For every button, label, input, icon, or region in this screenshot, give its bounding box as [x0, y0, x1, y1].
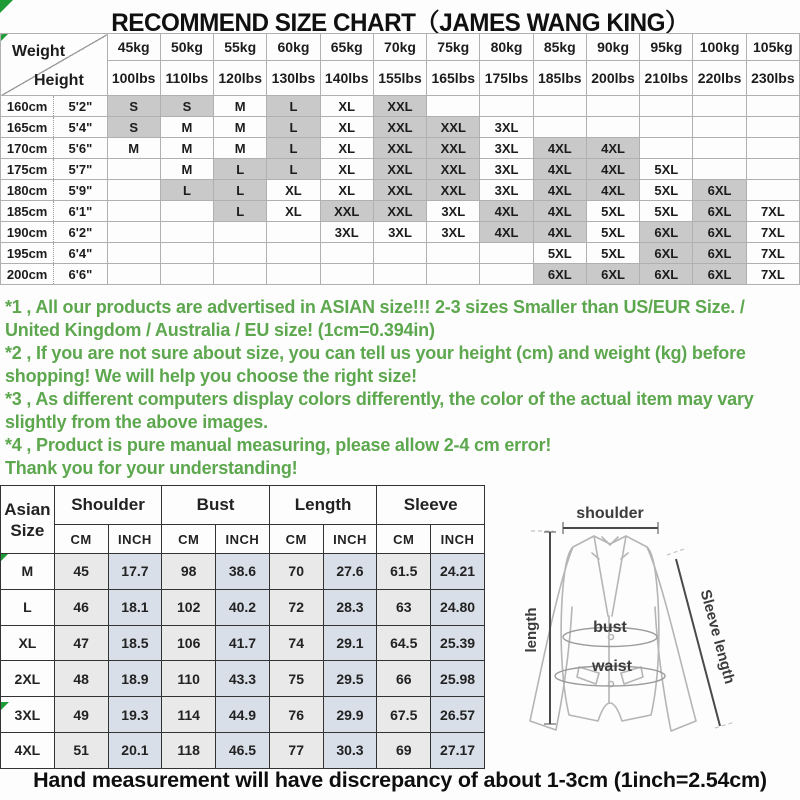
height-weight-size-matrix: [0, 33, 800, 285]
value-cm-cell: 69: [377, 732, 431, 768]
value-cm-cell: 110: [162, 661, 216, 697]
height-cm-cell: 200cm: [1, 264, 54, 285]
asian-size-corner-cell: [1, 486, 55, 554]
corner-weight-label: Weight: [12, 43, 66, 60]
weight-kg-header: 50kg: [160, 34, 213, 61]
value-cm-cell: 98: [162, 554, 216, 590]
measure-row: [1, 554, 485, 590]
unit-header: CM: [269, 525, 323, 554]
size-cell: [586, 96, 639, 117]
size-cell: L: [267, 96, 320, 117]
weight-kg-header: 85kg: [533, 34, 586, 61]
value-inch-cell: 29.5: [323, 661, 377, 697]
weight-lbs-header: 200lbs: [586, 61, 639, 96]
size-cell: L: [214, 159, 267, 180]
matrix-row: [1, 117, 800, 138]
size-cell: [693, 96, 746, 117]
size-cell: XXL: [373, 96, 426, 117]
footer-disclaimer: Hand measurement will have discrepancy of about 1-3cm (1inch=2.54cm): [33, 768, 767, 792]
size-cell: [373, 264, 426, 285]
size-cell: L: [267, 159, 320, 180]
weight-lbs-header: 100lbs: [107, 61, 160, 96]
weight-kg-header: 75kg: [427, 34, 480, 61]
weight-kg-header: 65kg: [320, 34, 373, 61]
weight-kg-header: 95kg: [640, 34, 693, 61]
note-line: *3 , As different computers display colors differently, the color of the actual item may vary slightly from the above images.: [5, 389, 754, 432]
value-inch-cell: 19.3: [108, 697, 162, 733]
value-inch-cell: 27.6: [323, 554, 377, 590]
weight-lbs-header: 165lbs: [427, 61, 480, 96]
value-cm-cell: 72: [269, 589, 323, 625]
measure-size-cell: 2XL: [1, 661, 55, 697]
size-cell: L: [160, 180, 213, 201]
size-cell: 7XL: [746, 222, 799, 243]
weight-kg-header: 105kg: [746, 34, 799, 61]
size-cell: [107, 243, 160, 264]
size-cell: M: [160, 117, 213, 138]
value-cm-cell: 77: [269, 732, 323, 768]
measure-row: [1, 732, 485, 768]
page-title: RECOMMEND SIZE CHART（JAMES WANG KING）: [111, 9, 689, 37]
size-cell: L: [267, 117, 320, 138]
height-ft-cell: 5'6": [54, 138, 107, 159]
size-cell: XL: [320, 138, 373, 159]
size-cell: [267, 264, 320, 285]
size-cell: [746, 138, 799, 159]
weight-height-corner-cell: [1, 34, 108, 96]
size-cell: [373, 243, 426, 264]
note-line: *1 , All our products are advertised in ASIAN size!!! 2-3 sizes Smaller than US/EUR Size. / United Kingdom / Australia / EU size! (1cm=0.394in): [5, 297, 745, 340]
weight-lbs-header: 175lbs: [480, 61, 533, 96]
value-cm-cell: 51: [54, 732, 108, 768]
size-cell: 4XL: [533, 159, 586, 180]
value-cm-cell: 47: [54, 625, 108, 661]
weight-lbs-header: 140lbs: [320, 61, 373, 96]
size-cell: [427, 96, 480, 117]
size-cell: 3XL: [480, 138, 533, 159]
size-cell: S: [107, 96, 160, 117]
size-cell: M: [214, 117, 267, 138]
size-cell: [746, 117, 799, 138]
value-inch-cell: 26.57: [431, 697, 485, 733]
size-cell: [480, 96, 533, 117]
value-cm-cell: 118: [162, 732, 216, 768]
measure-size-cell: 4XL: [1, 732, 55, 768]
size-cell: 6XL: [693, 222, 746, 243]
value-inch-cell: 25.98: [431, 661, 485, 697]
size-cell: S: [160, 96, 213, 117]
size-cell: 3XL: [480, 180, 533, 201]
size-cell: [107, 180, 160, 201]
height-ft-cell: 6'1": [54, 201, 107, 222]
height-cm-cell: 165cm: [1, 117, 54, 138]
size-cell: XXL: [427, 180, 480, 201]
corner-height-label: Height: [34, 72, 84, 89]
size-cell: [693, 117, 746, 138]
size-cell: [427, 264, 480, 285]
size-cell: 6XL: [586, 264, 639, 285]
matrix-kg-row: [1, 34, 800, 61]
asian-size-line2: Size: [10, 520, 45, 540]
size-cell: [107, 159, 160, 180]
weight-lbs-header: 155lbs: [373, 61, 426, 96]
height-ft-cell: 6'2": [54, 222, 107, 243]
asian-size-measurement-table: [0, 485, 485, 769]
seller-notes: [5, 296, 797, 480]
measure-group-row: [1, 486, 485, 525]
value-inch-cell: 18.9: [108, 661, 162, 697]
unit-header: INCH: [108, 525, 162, 554]
height-ft-cell: 5'4": [54, 117, 107, 138]
value-inch-cell: 28.3: [323, 589, 377, 625]
height-ft-cell: 5'2": [54, 96, 107, 117]
measure-subheader-row: [1, 525, 485, 554]
size-cell: L: [214, 180, 267, 201]
size-cell: 3XL: [320, 222, 373, 243]
height-ft-cell: 6'4": [54, 243, 107, 264]
value-cm-cell: 45: [54, 554, 108, 590]
size-cell: XL: [320, 96, 373, 117]
unit-header: CM: [377, 525, 431, 554]
bust-label: bust: [593, 619, 627, 636]
matrix-row: [1, 138, 800, 159]
value-inch-cell: 29.1: [323, 625, 377, 661]
height-ft-cell: 5'9": [54, 180, 107, 201]
size-cell: [320, 264, 373, 285]
size-cell: XXL: [373, 117, 426, 138]
size-cell: XXL: [427, 159, 480, 180]
size-cell: XXL: [320, 201, 373, 222]
size-cell: 4XL: [533, 180, 586, 201]
size-cell: [533, 117, 586, 138]
height-cm-cell: 190cm: [1, 222, 54, 243]
value-cm-cell: 64.5: [377, 625, 431, 661]
size-cell: [746, 96, 799, 117]
size-cell: [267, 222, 320, 243]
height-cm-cell: 195cm: [1, 243, 54, 264]
size-cell: [267, 243, 320, 264]
value-cm-cell: 49: [54, 697, 108, 733]
size-cell: 6XL: [693, 243, 746, 264]
weight-kg-header: 60kg: [267, 34, 320, 61]
size-cell: 4XL: [533, 222, 586, 243]
unit-header: CM: [162, 525, 216, 554]
size-cell: [693, 159, 746, 180]
size-cell: 6XL: [640, 264, 693, 285]
size-cell: XXL: [373, 201, 426, 222]
unit-header: INCH: [323, 525, 377, 554]
value-cm-cell: 75: [269, 661, 323, 697]
measure-row: [1, 697, 485, 733]
size-cell: 3XL: [427, 222, 480, 243]
length-label: length: [523, 607, 540, 653]
value-cm-cell: 63: [377, 589, 431, 625]
measure-size-cell: M: [1, 554, 55, 590]
size-cell: [320, 243, 373, 264]
size-cell: M: [160, 159, 213, 180]
size-cell: [160, 264, 213, 285]
height-cm-cell: 175cm: [1, 159, 54, 180]
size-cell: M: [107, 138, 160, 159]
unit-header: CM: [54, 525, 108, 554]
matrix-lbs-row: [1, 61, 800, 96]
size-cell: [693, 138, 746, 159]
measure-size-cell: XL: [1, 625, 55, 661]
value-inch-cell: 38.6: [216, 554, 270, 590]
size-cell: 3XL: [427, 201, 480, 222]
unit-header: INCH: [216, 525, 270, 554]
value-cm-cell: 70: [269, 554, 323, 590]
size-cell: [640, 138, 693, 159]
size-cell: 4XL: [480, 201, 533, 222]
matrix-row: [1, 222, 800, 243]
note-line: Thank you for your understanding!: [5, 458, 298, 478]
measure-row: [1, 589, 485, 625]
measure-group-header: Sleeve: [377, 486, 485, 525]
size-cell: 5XL: [640, 201, 693, 222]
value-cm-cell: 48: [54, 661, 108, 697]
height-cm-cell: 180cm: [1, 180, 54, 201]
size-cell: 5XL: [640, 159, 693, 180]
size-cell: 4XL: [586, 180, 639, 201]
size-cell: XL: [267, 180, 320, 201]
size-cell: [160, 243, 213, 264]
size-cell: M: [214, 138, 267, 159]
size-cell: [480, 243, 533, 264]
value-inch-cell: 40.2: [216, 589, 270, 625]
size-cell: 5XL: [586, 243, 639, 264]
size-cell: XL: [267, 201, 320, 222]
size-cell: [533, 96, 586, 117]
value-inch-cell: 27.17: [431, 732, 485, 768]
size-cell: M: [214, 96, 267, 117]
value-cm-cell: 46: [54, 589, 108, 625]
jacket-diagram-svg: [487, 485, 800, 770]
sleeve-length-label: Sleeve length: [696, 587, 739, 686]
size-cell: 5XL: [586, 201, 639, 222]
size-cell: XXL: [373, 138, 426, 159]
value-cm-cell: 67.5: [377, 697, 431, 733]
size-cell: 3XL: [480, 159, 533, 180]
size-cell: [160, 201, 213, 222]
size-cell: L: [214, 201, 267, 222]
weight-lbs-header: 220lbs: [693, 61, 746, 96]
height-cm-cell: 160cm: [1, 96, 54, 117]
asian-size-line1: Asian: [4, 499, 51, 519]
size-cell: [107, 264, 160, 285]
size-cell: 3XL: [480, 117, 533, 138]
size-cell: 6XL: [693, 264, 746, 285]
size-cell: [586, 117, 639, 138]
weight-kg-header: 90kg: [586, 34, 639, 61]
size-cell: 5XL: [586, 222, 639, 243]
size-cell: 6XL: [640, 243, 693, 264]
height-ft-cell: 6'6": [54, 264, 107, 285]
value-inch-cell: 44.9: [216, 697, 270, 733]
value-cm-cell: 114: [162, 697, 216, 733]
value-cm-cell: 102: [162, 589, 216, 625]
weight-lbs-header: 210lbs: [640, 61, 693, 96]
size-cell: [480, 264, 533, 285]
value-cm-cell: 74: [269, 625, 323, 661]
size-cell: 3XL: [373, 222, 426, 243]
matrix-row: [1, 201, 800, 222]
note-line: *2 , If you are not sure about size, you can tell us your height (cm) and weight (kg) before shopping! We will help you choose the right size!: [5, 343, 746, 386]
size-cell: 6XL: [640, 222, 693, 243]
weight-lbs-header: 185lbs: [533, 61, 586, 96]
size-cell: [214, 264, 267, 285]
weight-kg-header: 80kg: [480, 34, 533, 61]
size-cell: L: [267, 138, 320, 159]
size-cell: XL: [320, 159, 373, 180]
size-cell: S: [107, 117, 160, 138]
size-cell: 6XL: [693, 201, 746, 222]
value-inch-cell: 24.80: [431, 589, 485, 625]
size-cell: 4XL: [480, 222, 533, 243]
value-inch-cell: 18.1: [108, 589, 162, 625]
value-cm-cell: 76: [269, 697, 323, 733]
size-cell: 4XL: [533, 201, 586, 222]
value-inch-cell: 30.3: [323, 732, 377, 768]
measure-row: [1, 625, 485, 661]
size-cell: [214, 222, 267, 243]
matrix-row: [1, 180, 800, 201]
size-cell: 4XL: [586, 159, 639, 180]
weight-kg-header: 70kg: [373, 34, 426, 61]
size-cell: 7XL: [746, 264, 799, 285]
size-cell: XL: [320, 117, 373, 138]
weight-kg-header: 100kg: [693, 34, 746, 61]
value-inch-cell: 41.7: [216, 625, 270, 661]
size-cell: 6XL: [533, 264, 586, 285]
measure-group-header: Bust: [162, 486, 270, 525]
size-cell: [746, 180, 799, 201]
note-line: *4 , Product is pure manual measuring, please allow 2-4 cm error!: [5, 435, 552, 455]
value-cm-cell: 66: [377, 661, 431, 697]
measure-group-header: Length: [269, 486, 377, 525]
weight-lbs-header: 120lbs: [214, 61, 267, 96]
matrix-row: [1, 96, 800, 117]
size-cell: 7XL: [746, 243, 799, 264]
size-cell: [640, 117, 693, 138]
value-inch-cell: 29.9: [323, 697, 377, 733]
size-cell: XXL: [427, 138, 480, 159]
size-cell: XXL: [373, 180, 426, 201]
size-cell: [160, 222, 213, 243]
height-ft-cell: 5'7": [54, 159, 107, 180]
size-cell: [107, 201, 160, 222]
value-inch-cell: 43.3: [216, 661, 270, 697]
value-inch-cell: 24.21: [431, 554, 485, 590]
size-cell: 4XL: [533, 138, 586, 159]
weight-lbs-header: 110lbs: [160, 61, 213, 96]
size-cell: 5XL: [640, 180, 693, 201]
shoulder-label: shoulder: [576, 505, 644, 522]
size-cell: [640, 96, 693, 117]
matrix-row: [1, 243, 800, 264]
jacket-measurement-diagram: [487, 485, 800, 770]
size-cell: XXL: [373, 159, 426, 180]
size-cell: [107, 222, 160, 243]
size-cell: [746, 159, 799, 180]
size-cell: M: [160, 138, 213, 159]
size-cell: [427, 243, 480, 264]
size-cell: [214, 243, 267, 264]
value-inch-cell: 17.7: [108, 554, 162, 590]
weight-lbs-header: 230lbs: [746, 61, 799, 96]
size-cell: 6XL: [693, 180, 746, 201]
value-inch-cell: 18.5: [108, 625, 162, 661]
size-cell: 5XL: [533, 243, 586, 264]
matrix-row: [1, 159, 800, 180]
value-cm-cell: 106: [162, 625, 216, 661]
height-cm-cell: 170cm: [1, 138, 54, 159]
weight-kg-header: 45kg: [107, 34, 160, 61]
size-cell: XXL: [427, 117, 480, 138]
waist-label: waist: [591, 658, 633, 675]
weight-lbs-header: 130lbs: [267, 61, 320, 96]
size-cell: 4XL: [586, 138, 639, 159]
value-cm-cell: 61.5: [377, 554, 431, 590]
value-inch-cell: 46.5: [216, 732, 270, 768]
measure-group-header: Shoulder: [54, 486, 162, 525]
value-inch-cell: 25.39: [431, 625, 485, 661]
size-cell: XL: [320, 180, 373, 201]
height-cm-cell: 185cm: [1, 201, 54, 222]
weight-kg-header: 55kg: [214, 34, 267, 61]
unit-header: INCH: [431, 525, 485, 554]
measure-size-cell: 3XL: [1, 697, 55, 733]
girth-ellipses: [555, 628, 665, 687]
measure-row: [1, 661, 485, 697]
value-inch-cell: 20.1: [108, 732, 162, 768]
matrix-row: [1, 264, 800, 285]
measure-size-cell: L: [1, 589, 55, 625]
size-cell: 7XL: [746, 201, 799, 222]
